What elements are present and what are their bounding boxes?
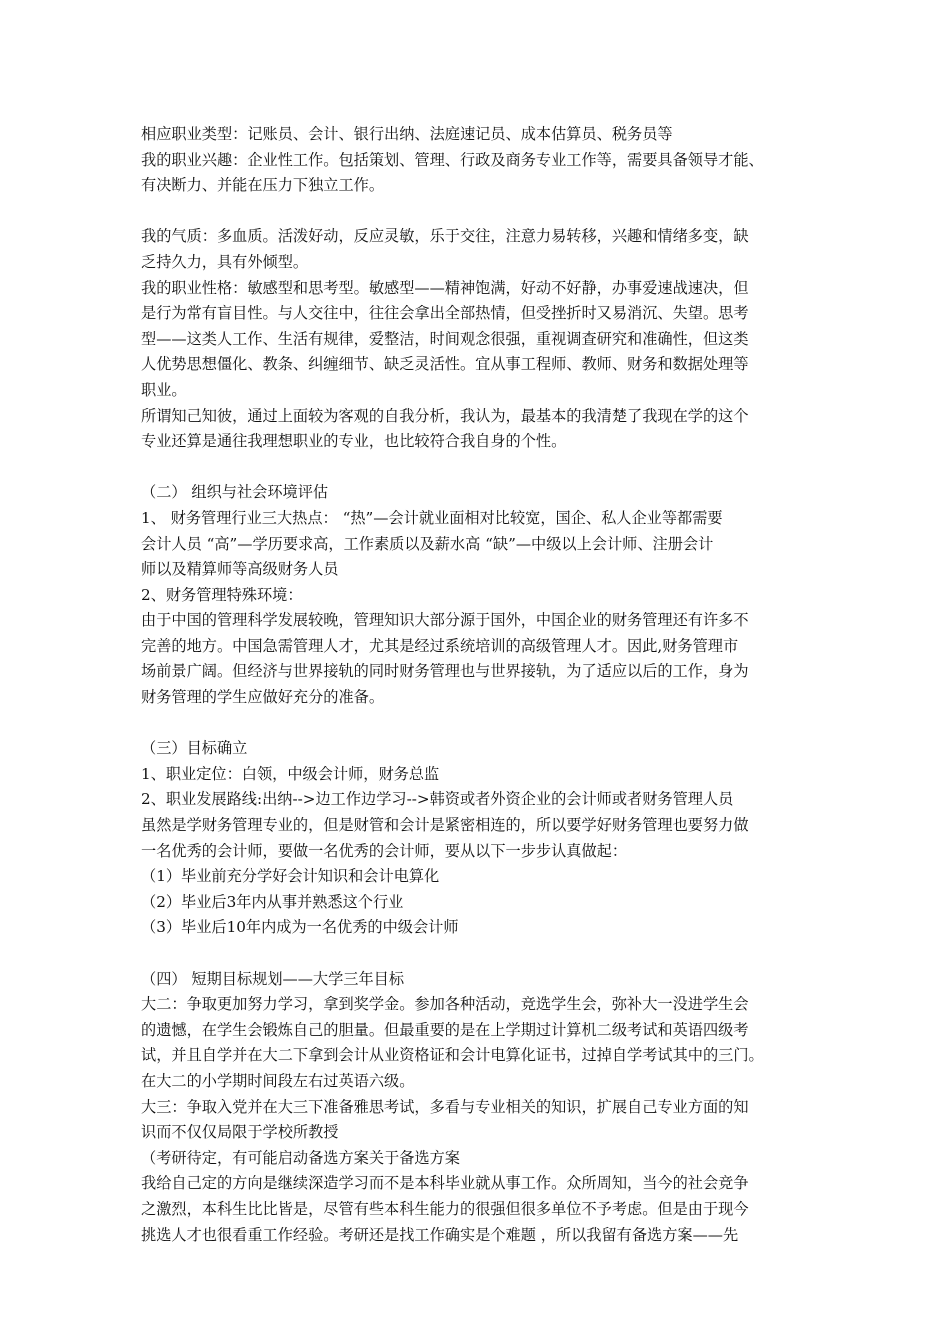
blank-line [141,711,821,737]
text-line: 场前景广阔。但经济与世界接轨的同时财务管理也与世界接轨，为了适应以后的工作，身为 [141,662,749,681]
text-line: 试，并且自学并在大二下拿到会计从业资格证和会计电算化证书，过掉自学考试其中的三门。 [141,1046,764,1065]
blank-line [141,941,821,967]
text-line: （四） 短期目标规划——大学三年目标 [141,969,405,988]
text-line: 1、 财务管理行业三大热点： “热”—会计就业面相对比较宽，国企、私人企业等都需要 [141,508,723,527]
document-body [141,122,821,1248]
text-line: 我给自己定的方向是继续深造学习而不是本科毕业就从事工作。众所周知，当今的社会竞争 [141,1174,749,1193]
text-line: 职业。 [141,380,187,399]
text-line: 2、财务管理特殊环境： [141,585,303,604]
text-line: 的遗憾，在学生会锻炼自己的胆量。但最重要的是在上学期过计算机二级考试和英语四级考 [141,1020,749,1039]
text-line: 师以及精算师等高级财务人员 [141,560,339,579]
text-line: 大二：争取更加努力学习，拿到奖学金。参加各种活动，竞选学生会，弥补大一没进学生会 [141,995,749,1014]
text-line: 1、职业定位：白领，中级会计师，财务总监 [141,764,440,783]
text-line: 是行为常有盲目性。与人交往中，往往会拿出全部热情，但受挫折时又易消沉、失望。思考 [141,304,749,323]
blank-line [141,199,821,225]
text-line: 会计人员 “高”—学历要求高，工作素质以及薪水高 “缺”—中级以上会计师、注册会计 [141,534,714,553]
text-line: 挑选人才也很看重工作经验。考研还是找工作确实是个难题 ，所以我留有备选方案——先 [141,1225,739,1244]
text-line: 型——这类人工作、生活有规律，爱整洁，时间观念很强，重视调查研究和准确性，但这类 [141,329,749,348]
text-line: （2）毕业后3年内从事并熟悉这个行业 [141,892,404,911]
text-line: 财务管理的学生应做好充分的准备。 [141,688,384,707]
text-line: 所谓知己知彼，通过上面较为客观的自我分析，我认为，最基本的我清楚了我现在学的这个 [141,406,749,425]
text-line: 由于中国的管理科学发展较晚，管理知识大部分源于国外，中国企业的财务管理还有许多不 [141,611,749,630]
text-line: 我的职业性格：敏感型和思考型。敏感型——精神饱满，好动不好静，办事爱速战速决，但 [141,278,749,297]
text-line: （1）毕业前充分学好会计知识和会计电算化 [141,867,440,886]
text-line: （3）毕业后10年内成为一名优秀的中级会计师 [141,918,459,937]
text-line: 大三：争取入党并在大三下准备雅思考试，多看与专业相关的知识，扩展自己专业方面的知 [141,1097,749,1116]
text-line: 识而不仅仅局限于学校所教授 [141,1123,339,1142]
text-line: （二） 组织与社会环境评估 [141,483,329,502]
text-line: 在大二的小学期时间段左右过英语六级。 [141,1071,415,1090]
text-line: 有决断力、并能在压力下独立工作。 [141,176,384,195]
text-line: 虽然是学财务管理专业的，但是财管和会计是紧密相连的，所以要学好财务管理也要努力做 [141,816,749,835]
text-line: 专业还算是通往我理想职业的专业，也比较符合我自身的个性。 [141,432,567,451]
text-line: （三）目标确立 [141,739,248,758]
text-line: 2、职业发展路线:出纳-->边工作边学习-->韩资或者外资企业的会计师或者财务管理人员 [141,790,734,809]
text-line: 人优势思想僵化、教条、纠缠细节、缺乏灵活性。宜从事工程师、教师、财务和数据处理等 [141,355,749,374]
text-line: 完善的地方。中国急需管理人才，尤其是经过系统培训的高级管理人才。因此,财务管理市 [141,636,739,655]
text-line: 我的气质：多血质。活泼好动，反应灵敏，乐于交往，注意力易转移，兴趣和情绪多变，缺 [141,227,749,246]
text-line: 乏持久力，具有外倾型。 [141,252,309,271]
text-line: 相应职业类型：记账员、会计、银行出纳、法庭速记员、成本估算员、税务员等 [141,125,673,143]
text-line: 我的职业兴趣：企业性工作。包括策划、管理、行政及商务专业工作等，需要具备领导才能、 [141,150,764,169]
text-line: 之激烈，本科生比比皆是，尽管有些本科生能力的很强但很多单位不予考虑。但是由于现今 [141,1199,749,1218]
blank-line [141,455,821,481]
text-line: （考研待定，有可能启动备选方案关于备选方案 [141,1148,460,1167]
text-line: 一名优秀的会计师，要做一名优秀的会计师，要从以下一步步认真做起： [141,841,627,860]
